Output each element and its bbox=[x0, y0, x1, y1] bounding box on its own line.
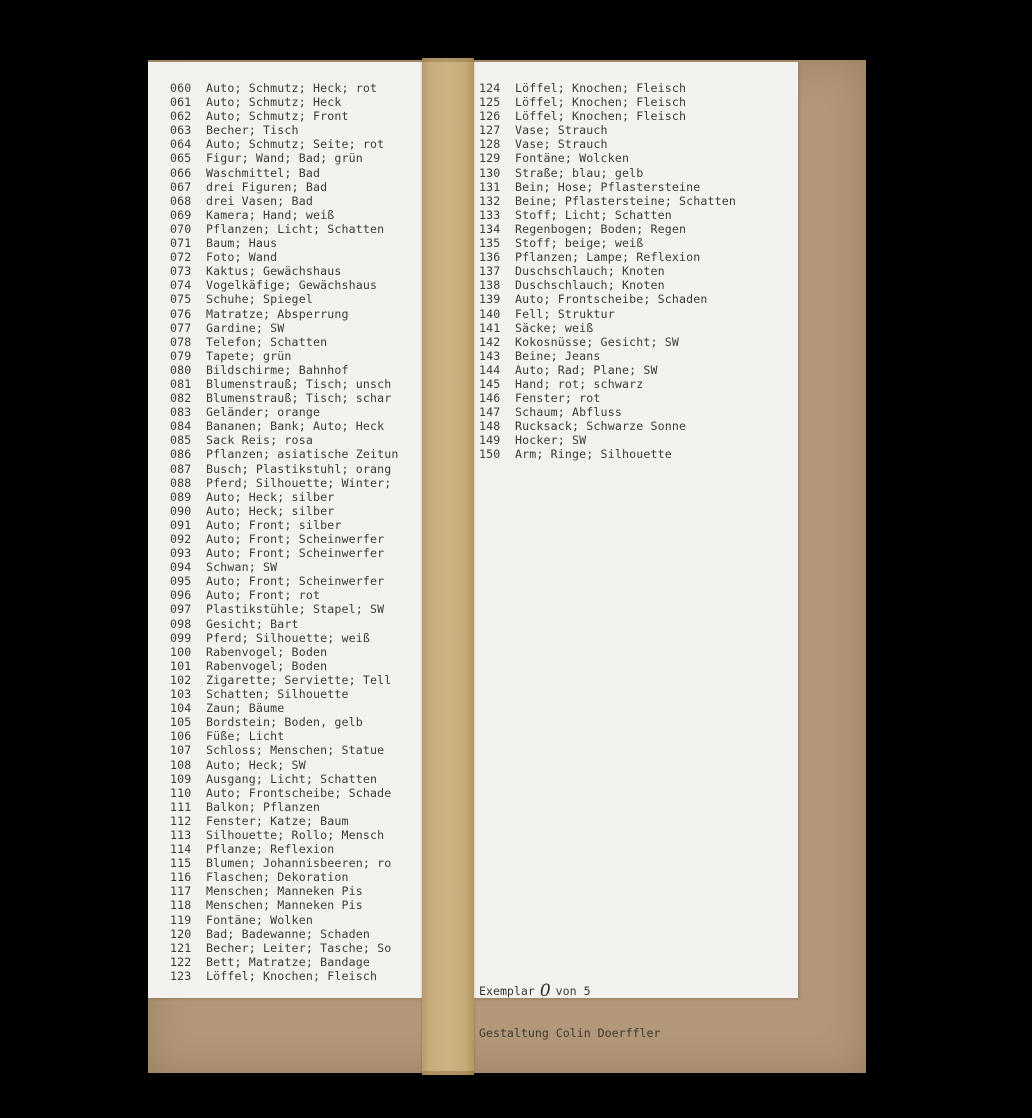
index-entry bbox=[170, 363, 399, 377]
index-entry bbox=[170, 758, 399, 772]
entry-keywords: Pflanzen; Licht; Schatten bbox=[206, 221, 385, 236]
entry-keywords: Zaun; Bäume bbox=[206, 701, 285, 716]
index-entry bbox=[170, 955, 399, 969]
entry-keywords: Blumenstrauß; Tisch; schar bbox=[206, 391, 392, 406]
elastic-band bbox=[422, 58, 474, 1075]
entry-keywords: Regenbogen; Boden; Regen bbox=[515, 221, 687, 236]
entry-number: 065 bbox=[170, 151, 192, 166]
entry-number: 102 bbox=[170, 672, 192, 687]
entry-number: 060 bbox=[170, 81, 192, 95]
entry-number: 117 bbox=[170, 884, 192, 899]
index-entry bbox=[479, 321, 736, 335]
entry-number: 122 bbox=[170, 954, 192, 969]
entry-keywords: Vase; Strauch bbox=[515, 123, 608, 138]
index-entry bbox=[170, 814, 399, 828]
entry-number: 074 bbox=[170, 278, 192, 293]
entry-keywords: Auto; Front; rot bbox=[206, 588, 321, 603]
entry-keywords: Arm; Ringe; Silhouette bbox=[515, 447, 672, 462]
entry-keywords: Vase; Strauch bbox=[515, 137, 608, 152]
index-entry bbox=[170, 870, 399, 884]
entry-keywords: Löffel; Knochen; Fleisch bbox=[206, 968, 378, 983]
index-entry bbox=[479, 292, 736, 306]
entry-number: 140 bbox=[479, 306, 501, 321]
entry-keywords: Vogelkäfige; Gewächshaus bbox=[206, 278, 378, 293]
index-entry bbox=[170, 137, 399, 151]
entry-keywords: Kokosnüsse; Gesicht; SW bbox=[515, 334, 679, 349]
index-entry bbox=[170, 476, 399, 490]
entry-number: 096 bbox=[170, 588, 192, 603]
index-entry bbox=[170, 405, 399, 419]
index-entry bbox=[170, 95, 399, 109]
entry-number: 119 bbox=[170, 912, 192, 927]
entry-keywords: Straße; blau; gelb bbox=[515, 165, 644, 180]
index-entry bbox=[479, 151, 736, 165]
entry-keywords: Schatten; Silhouette bbox=[206, 687, 349, 702]
index-entry bbox=[170, 828, 399, 842]
entry-number: 121 bbox=[170, 940, 192, 955]
entry-number: 085 bbox=[170, 433, 192, 448]
entry-keywords: Ausgang; Licht; Schatten bbox=[206, 771, 378, 786]
entry-keywords: Telefon; Schatten bbox=[206, 334, 328, 349]
colophon bbox=[479, 955, 660, 1055]
entry-keywords: Löffel; Knochen; Fleisch bbox=[515, 81, 687, 95]
entry-number: 076 bbox=[170, 306, 192, 321]
entry-number: 068 bbox=[170, 193, 192, 208]
entry-number: 127 bbox=[479, 123, 501, 138]
entry-number: 128 bbox=[479, 137, 501, 152]
entry-number: 094 bbox=[170, 560, 192, 575]
entry-keywords: Foto; Wand bbox=[206, 250, 278, 265]
entry-keywords: Beine; Jeans bbox=[515, 348, 601, 363]
entry-number: 138 bbox=[479, 278, 501, 293]
entry-keywords: drei Figuren; Bad bbox=[206, 179, 328, 194]
entry-number: 141 bbox=[479, 320, 501, 335]
entry-number: 104 bbox=[170, 701, 192, 716]
entry-number: 112 bbox=[170, 813, 192, 828]
index-entry bbox=[170, 180, 399, 194]
entry-number: 147 bbox=[479, 405, 501, 420]
entry-number: 080 bbox=[170, 362, 192, 377]
entry-number: 120 bbox=[170, 926, 192, 941]
entry-number: 135 bbox=[479, 236, 501, 251]
index-entry bbox=[170, 151, 399, 165]
entry-number: 075 bbox=[170, 292, 192, 307]
index-entry bbox=[170, 462, 399, 476]
index-entry bbox=[170, 250, 399, 264]
index-entry bbox=[479, 278, 736, 292]
entry-number: 061 bbox=[170, 95, 192, 110]
index-entry bbox=[479, 166, 736, 180]
entry-number: 088 bbox=[170, 475, 192, 490]
entry-number: 097 bbox=[170, 602, 192, 617]
entry-keywords: Fell; Struktur bbox=[515, 306, 615, 321]
index-entry bbox=[170, 292, 399, 306]
index-entry bbox=[479, 250, 736, 264]
entry-number: 113 bbox=[170, 827, 192, 842]
index-entry bbox=[170, 236, 399, 250]
entry-number: 093 bbox=[170, 546, 192, 561]
entry-number: 126 bbox=[479, 109, 501, 124]
entry-number: 124 bbox=[479, 81, 501, 95]
index-entry bbox=[170, 856, 399, 870]
entry-number: 131 bbox=[479, 179, 501, 194]
entry-keywords: Pferd; Silhouette; weiß bbox=[206, 630, 370, 645]
entry-keywords: Duschschlauch; Knoten bbox=[515, 264, 665, 279]
entry-keywords: Bildschirme; Bahnhof bbox=[206, 362, 349, 377]
entry-number: 144 bbox=[479, 362, 501, 377]
entry-number: 066 bbox=[170, 165, 192, 180]
entry-keywords: Fontäne; Wolcken bbox=[515, 151, 630, 166]
index-entry bbox=[479, 222, 736, 236]
index-entry bbox=[170, 546, 399, 560]
entry-number: 067 bbox=[170, 179, 192, 194]
index-entry bbox=[479, 363, 736, 377]
entry-number: 109 bbox=[170, 771, 192, 786]
entry-keywords: Rabenvogel; Boden bbox=[206, 658, 328, 673]
entry-number: 086 bbox=[170, 447, 192, 462]
index-entry bbox=[170, 321, 399, 335]
edition-line bbox=[479, 981, 660, 1002]
entry-keywords: Auto; Schmutz; Seite; rot bbox=[206, 137, 385, 152]
index-entry bbox=[479, 236, 736, 250]
design-credit: Gestaltung Colin Doerffler bbox=[479, 1026, 661, 1041]
entry-keywords: Menschen; Manneken Pis bbox=[206, 884, 363, 899]
entry-number: 146 bbox=[479, 391, 501, 406]
entry-keywords: Becher; Tisch bbox=[206, 123, 299, 138]
entry-keywords: Beine; Pflastersteine; Schatten bbox=[515, 193, 737, 208]
entry-number: 100 bbox=[170, 644, 192, 659]
index-entry bbox=[170, 208, 399, 222]
index-entry bbox=[170, 884, 399, 898]
entry-keywords: Löffel; Knochen; Fleisch bbox=[515, 109, 687, 124]
entry-number: 072 bbox=[170, 250, 192, 265]
entry-number: 063 bbox=[170, 123, 192, 138]
entry-number: 103 bbox=[170, 687, 192, 702]
entry-number: 092 bbox=[170, 532, 192, 546]
entry-keywords: Schloss; Menschen; Statue bbox=[206, 743, 385, 758]
entry-keywords: Blumen; Johannisbeeren; ro bbox=[206, 856, 392, 871]
index-entry bbox=[170, 602, 399, 616]
index-entry bbox=[170, 123, 399, 137]
entry-number: 083 bbox=[170, 405, 192, 420]
entry-number: 118 bbox=[170, 898, 192, 913]
band-top-edge bbox=[422, 58, 474, 62]
entry-keywords: Busch; Plastikstuhl; orang bbox=[206, 461, 392, 476]
entry-keywords: Schuhe; Spiegel bbox=[206, 292, 313, 307]
entry-number: 114 bbox=[170, 842, 192, 857]
left-index-column bbox=[170, 81, 399, 983]
index-entry bbox=[170, 264, 399, 278]
entry-number: 107 bbox=[170, 743, 192, 758]
index-entry bbox=[170, 687, 399, 701]
index-entry bbox=[479, 447, 736, 461]
entry-number: 095 bbox=[170, 574, 192, 589]
entry-keywords: Flaschen; Dekoration bbox=[206, 870, 349, 885]
entry-number: 143 bbox=[479, 348, 501, 363]
index-entry bbox=[170, 447, 399, 461]
entry-keywords: Auto; Frontscheibe; Schade bbox=[206, 785, 392, 800]
entry-keywords: Hocker; SW bbox=[515, 433, 587, 448]
index-entry bbox=[170, 278, 399, 292]
entry-keywords: Schaum; Abfluss bbox=[515, 405, 622, 420]
entry-number: 148 bbox=[479, 419, 501, 434]
entry-number: 099 bbox=[170, 630, 192, 645]
index-entry bbox=[170, 335, 399, 349]
entry-number: 089 bbox=[170, 489, 192, 504]
entry-number: 105 bbox=[170, 715, 192, 730]
index-entry bbox=[170, 504, 399, 518]
entry-keywords: Sack Reis; rosa bbox=[206, 433, 313, 448]
entry-keywords: Auto; Schmutz; Front bbox=[206, 109, 349, 124]
index-entry bbox=[479, 264, 736, 278]
entry-keywords: Pflanzen; asiatische Zeitun bbox=[206, 447, 399, 462]
entry-keywords: Matratze; Absperrung bbox=[206, 306, 349, 321]
entry-keywords: Waschmittel; Bad bbox=[206, 165, 321, 180]
entry-number: 137 bbox=[479, 264, 501, 279]
entry-number: 070 bbox=[170, 221, 192, 236]
right-index-column bbox=[479, 81, 736, 462]
entry-keywords: Fenster; Katze; Baum bbox=[206, 813, 349, 828]
index-entry bbox=[479, 194, 736, 208]
entry-number: 130 bbox=[479, 165, 501, 180]
entry-keywords: Becher; Leiter; Tasche; So bbox=[206, 940, 392, 955]
entry-keywords: drei Vasen; Bad bbox=[206, 193, 313, 208]
index-entry bbox=[170, 913, 399, 927]
index-entry bbox=[479, 208, 736, 222]
index-entry bbox=[479, 335, 736, 349]
entry-number: 136 bbox=[479, 250, 501, 265]
entry-number: 139 bbox=[479, 292, 501, 307]
edition-total: von 5 bbox=[555, 984, 591, 999]
entry-keywords: Kaktus; Gewächshaus bbox=[206, 264, 342, 279]
index-entry bbox=[170, 391, 399, 405]
index-entry bbox=[479, 137, 736, 151]
entry-number: 116 bbox=[170, 870, 192, 885]
entry-keywords: Blumenstrauß; Tisch; unsch bbox=[206, 376, 392, 391]
index-entry bbox=[170, 222, 399, 236]
entry-keywords: Bett; Matratze; Bandage bbox=[206, 954, 370, 969]
entry-keywords: Schwan; SW bbox=[206, 560, 278, 575]
index-entry bbox=[170, 941, 399, 955]
entry-keywords: Auto; Heck; SW bbox=[206, 757, 306, 772]
entry-number: 108 bbox=[170, 757, 192, 772]
entry-keywords: Pflanzen; Lampe; Reflexion bbox=[515, 250, 701, 265]
entry-keywords: Bordstein; Boden, gelb bbox=[206, 715, 363, 730]
index-entry bbox=[170, 166, 399, 180]
entry-number: 115 bbox=[170, 856, 192, 871]
index-entry bbox=[170, 419, 399, 433]
index-entry bbox=[479, 307, 736, 321]
index-entry bbox=[170, 574, 399, 588]
entry-keywords: Pflanze; Reflexion bbox=[206, 842, 335, 857]
index-entry bbox=[170, 109, 399, 123]
index-entry bbox=[170, 898, 399, 912]
handwritten-exemplar-number: 0 bbox=[539, 981, 551, 1002]
index-entry bbox=[170, 307, 399, 321]
entry-number: 134 bbox=[479, 221, 501, 236]
entry-keywords: Auto; Heck; silber bbox=[206, 503, 335, 518]
index-entry bbox=[170, 800, 399, 814]
entry-number: 098 bbox=[170, 616, 192, 631]
entry-number: 079 bbox=[170, 348, 192, 363]
index-entry bbox=[170, 842, 399, 856]
index-entry bbox=[170, 532, 399, 546]
entry-keywords: Auto; Front; silber bbox=[206, 517, 342, 532]
entry-number: 071 bbox=[170, 236, 192, 251]
entry-keywords: Auto; Front; Scheinwerfer bbox=[206, 546, 385, 561]
index-entry bbox=[170, 377, 399, 391]
entry-keywords: Säcke; weiß bbox=[515, 320, 594, 335]
band-bottom-edge bbox=[422, 1071, 474, 1075]
index-entry bbox=[170, 786, 399, 800]
entry-number: 129 bbox=[479, 151, 501, 166]
entry-keywords: Gardine; SW bbox=[206, 320, 285, 335]
entry-keywords: Stoff; beige; weiß bbox=[515, 236, 644, 251]
entry-keywords: Duschschlauch; Knoten bbox=[515, 278, 665, 293]
entry-number: 077 bbox=[170, 320, 192, 335]
index-entry bbox=[170, 729, 399, 743]
entry-number: 111 bbox=[170, 799, 192, 814]
entry-number: 149 bbox=[479, 433, 501, 448]
entry-keywords: Zigarette; Serviette; Tell bbox=[206, 672, 392, 687]
index-entry bbox=[170, 518, 399, 532]
entry-keywords: Stoff; Licht; Schatten bbox=[515, 207, 672, 222]
entry-number: 123 bbox=[170, 968, 192, 983]
index-entry bbox=[170, 701, 399, 715]
entry-keywords: Rabenvogel; Boden bbox=[206, 644, 328, 659]
entry-keywords: Bananen; Bank; Auto; Heck bbox=[206, 419, 385, 434]
index-entry bbox=[479, 419, 736, 433]
entry-keywords: Tapete; grün bbox=[206, 348, 292, 363]
entry-keywords: Rucksack; Schwarze Sonne bbox=[515, 419, 687, 434]
entry-keywords: Auto; Front; Scheinwerfer bbox=[206, 574, 385, 589]
entry-keywords: Auto; Front; Scheinwerfer bbox=[206, 532, 385, 546]
entry-number: 062 bbox=[170, 109, 192, 124]
entry-number: 110 bbox=[170, 785, 192, 800]
index-entry bbox=[170, 194, 399, 208]
entry-keywords: Auto; Schmutz; Heck bbox=[206, 95, 342, 110]
entry-keywords: Kamera; Hand; weiß bbox=[206, 207, 335, 222]
entry-number: 101 bbox=[170, 658, 192, 673]
index-entry bbox=[479, 123, 736, 137]
entry-number: 150 bbox=[479, 447, 501, 462]
index-entry bbox=[170, 673, 399, 687]
index-entry bbox=[479, 433, 736, 447]
index-entry bbox=[170, 927, 399, 941]
index-entry bbox=[170, 560, 399, 574]
entry-keywords: Baum; Haus bbox=[206, 236, 278, 251]
index-entry bbox=[170, 631, 399, 645]
entry-number: 082 bbox=[170, 391, 192, 406]
index-entry bbox=[479, 81, 736, 95]
index-entry bbox=[479, 405, 736, 419]
index-entry bbox=[170, 969, 399, 983]
index-entry bbox=[170, 772, 399, 786]
index-entry bbox=[170, 349, 399, 363]
entry-keywords: Auto; Schmutz; Heck; rot bbox=[206, 81, 378, 95]
entry-keywords: Gesicht; Bart bbox=[206, 616, 299, 631]
entry-keywords: Silhouette; Rollo; Mensch bbox=[206, 827, 385, 842]
index-entry bbox=[170, 715, 399, 729]
entry-number: 133 bbox=[479, 207, 501, 222]
index-entry bbox=[170, 490, 399, 504]
entry-number: 125 bbox=[479, 95, 501, 110]
index-entry bbox=[170, 617, 399, 631]
index-entry bbox=[479, 180, 736, 194]
entry-number: 078 bbox=[170, 334, 192, 349]
entry-keywords: Balkon; Pflanzen bbox=[206, 799, 321, 814]
index-entry bbox=[170, 433, 399, 447]
entry-number: 081 bbox=[170, 376, 192, 391]
entry-number: 090 bbox=[170, 503, 192, 518]
entry-number: 084 bbox=[170, 419, 192, 434]
index-entry bbox=[479, 95, 736, 109]
entry-number: 087 bbox=[170, 461, 192, 476]
index-entry bbox=[170, 645, 399, 659]
index-entry bbox=[479, 349, 736, 363]
index-entry bbox=[170, 743, 399, 757]
entry-keywords: Menschen; Manneken Pis bbox=[206, 898, 363, 913]
entry-keywords: Hand; rot; schwarz bbox=[515, 376, 644, 391]
entry-keywords: Pferd; Silhouette; Winter; bbox=[206, 475, 392, 490]
entry-keywords: Füße; Licht bbox=[206, 729, 285, 744]
entry-number: 142 bbox=[479, 334, 501, 349]
entry-keywords: Figur; Wand; Bad; grün bbox=[206, 151, 363, 166]
entry-number: 132 bbox=[479, 193, 501, 208]
index-entry bbox=[479, 391, 736, 405]
entry-keywords: Bein; Hose; Pflastersteine bbox=[515, 179, 701, 194]
entry-keywords: Auto; Rad; Plane; SW bbox=[515, 362, 658, 377]
entry-keywords: Auto; Frontscheibe; Schaden bbox=[515, 292, 708, 307]
index-entry bbox=[170, 81, 399, 95]
entry-keywords: Fenster; rot bbox=[515, 391, 601, 406]
entry-keywords: Auto; Heck; silber bbox=[206, 489, 335, 504]
entry-number: 064 bbox=[170, 137, 192, 152]
entry-keywords: Löffel; Knochen; Fleisch bbox=[515, 95, 687, 110]
entry-keywords: Geländer; orange bbox=[206, 405, 321, 420]
index-entry bbox=[479, 377, 736, 391]
entry-number: 073 bbox=[170, 264, 192, 279]
index-entry bbox=[479, 109, 736, 123]
exemplar-label: Exemplar bbox=[479, 984, 535, 999]
entry-number: 091 bbox=[170, 517, 192, 532]
entry-keywords: Bad; Badewanne; Schaden bbox=[206, 926, 370, 941]
index-entry bbox=[170, 588, 399, 602]
index-entry bbox=[170, 659, 399, 673]
entry-number: 145 bbox=[479, 376, 501, 391]
entry-keywords: Plastikstühle; Stapel; SW bbox=[206, 602, 385, 617]
entry-keywords: Fontäne; Wolken bbox=[206, 912, 313, 927]
entry-number: 106 bbox=[170, 729, 192, 744]
entry-number: 069 bbox=[170, 207, 192, 222]
